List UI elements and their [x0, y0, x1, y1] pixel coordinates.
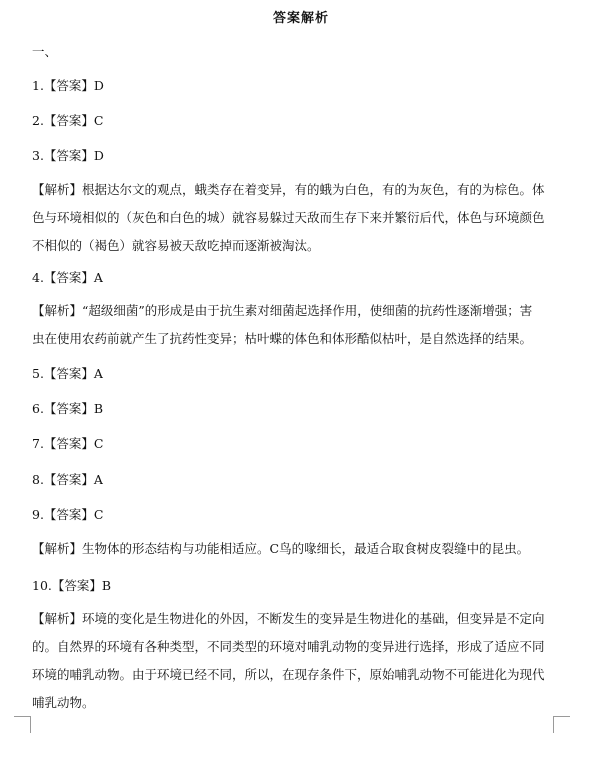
explanation-10-line-4: 哺乳动物。 [32, 695, 95, 710]
section-heading: 一、 [32, 44, 58, 59]
explanation-3-line-1: 【解析】根据达尔文的观点，蛾类存在着变异，有的蛾为白色，有的为灰色，有的为棕色。体 [32, 182, 545, 197]
page-title: 答案解析 [272, 11, 329, 26]
explanation-4-line-1: 【解析】“超级细菌”的形成是由于抗生素对细菌起选择作用，使细菌的抗药性逐渐增强；害 [32, 303, 533, 318]
explanation-3-line-3: 不相似的（褐色）就容易被天敌吃掉而逐渐被淘汰。 [32, 238, 320, 253]
explanation-10-line-2: 的。自然界的环境有各种类型，不同类型的环境对哺乳动物的变异进行选择，形成了适应不同 [32, 639, 545, 654]
explanation-10-line-1: 【解析】环境的变化是生物进化的外因，不断发生的变异是生物进化的基础，但变异是不定向 [32, 611, 545, 626]
answer-2: 2.【答案】C [32, 113, 104, 128]
page-corner-mark-right [553, 716, 570, 733]
answer-7: 7.【答案】C [32, 436, 104, 451]
answer-1: 1.【答案】D [32, 78, 104, 93]
answer-6: 6.【答案】B [32, 401, 104, 416]
explanation-10 [32, 605, 570, 717]
answer-3: 3.【答案】D [32, 148, 104, 163]
page-corner-mark-left [14, 716, 31, 733]
answer-9: 9.【答案】C [32, 507, 104, 522]
explanation-10-line-3: 环境的哺乳动物。由于环境已经不同，所以，在现存条件下，原始哺乳动物不可能进化为现代 [32, 667, 545, 682]
explanation-4-line-2: 虫在使用农药前就产生了抗药性变异；枯叶蝶的体色和体形酷似枯叶，是自然选择的结果。 [32, 331, 533, 346]
explanation-3-line-2: 色与环境相似的（灰色和白色的城）就容易躲过天敌而生存下来并繁衍后代，体色与环境颜色 [32, 210, 545, 225]
explanation-3 [32, 176, 570, 260]
answer-8: 8.【答案】A [32, 472, 103, 487]
answer-5: 5.【答案】A [32, 366, 103, 381]
explanation-9 [32, 535, 570, 563]
answer-10: 10.【答案】B [32, 578, 112, 593]
answer-4: 4.【答案】A [32, 270, 103, 285]
explanation-9-line-1: 【解析】生物体的形态结构与功能相适应。C鸟的喙细长，最适合取食树皮裂缝中的昆虫。 [32, 541, 530, 556]
explanation-4 [32, 297, 570, 353]
